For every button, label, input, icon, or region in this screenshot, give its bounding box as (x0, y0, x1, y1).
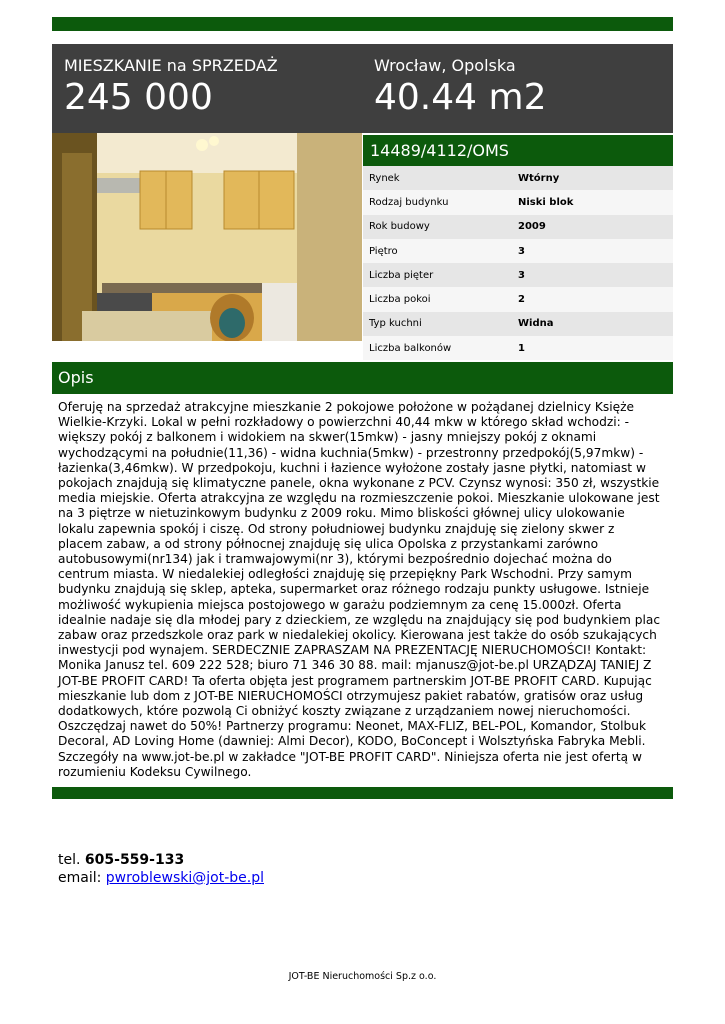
listing-reference: 14489/4112/OMS (363, 135, 673, 166)
detail-row (363, 312, 673, 336)
header-left (64, 56, 278, 120)
email-link[interactable]: pwroblewski@jot-be.pl (105, 870, 264, 886)
area: 40.44 m2 (374, 77, 547, 118)
detail-value: 2009 (518, 221, 546, 233)
detail-label: Rynek (369, 172, 400, 184)
header-right (374, 56, 546, 120)
detail-label: Liczba balkonów (369, 342, 452, 354)
detail-value: Widna (518, 318, 554, 330)
email-line (58, 869, 264, 887)
top-accent-bar (52, 17, 673, 31)
detail-row (363, 190, 673, 214)
detail-label: Typ kuchni (369, 318, 422, 330)
detail-value: Niski blok (518, 196, 574, 208)
phone-label: tel. (58, 852, 81, 868)
detail-value: 1 (518, 342, 525, 354)
detail-value: 3 (518, 269, 525, 281)
detail-row (363, 215, 673, 239)
contact-block (58, 851, 264, 887)
detail-value: Wtórny (518, 172, 560, 184)
detail-row (363, 263, 673, 287)
footer-company: JOT-BE Nieruchomości Sp.z o.o. (288, 971, 437, 982)
description-text: Oferuję na sprzedaż atrakcyjne mieszkanie 2 pokojowe położone w pożądanej dzielnicy Księże Wielkie-Krzyki. Lokal w pełni rozkładowy o powierzchni 40,44 mkw w którego skład wchodzi: - większy pokój z balkonem i widokiem na skwer(15mkw) - jasny mniejszy pokój z oknami wychodzącymi na południe(11,36) - widna kuchnia(5mkw) - przestronny przedpokój(5,97mkw) - łazienka(3,46mkw). W przedpokoju, kuchni i łazience wyłożone zostały jasne płytki, natomiast w pokojach znajdują się klimatyczne panele, okna wykonane z PCV. Czynsz wynosi: 350 zł, wszystkie media miejskie. Oferta atrakcyjna ze względu na rozmieszczenie pokoi. Mieszkanie ulokowane jest na 3 piętrze w nietuzinkowym budynku z 2009 roku. Mimo bliskości głównej ulicy ulokowanie lokalu zapewnia spokój i ciszę. Od strony południowej budynku znajduję się zielony skwer z placem zabaw, a od strony północnej znajduję się ulica Opolska z przystankami zarówno autobusowymi(nr134) jak i tramwajowymi(nr 3), którymi bezpośrednio dojechać można do centrum miasta. W niedalekiej odległości znajduję się przepiękny Park Wschodni. Przy samym budynku znajdują się sklep, apteka, supermarket oraz różnego rodzaju punkty usługowe. Istnieje możliwość wykupienia miejsca postojowego w garażu podziemnym za cenę 15.000zł. Oferta idealnie nadaje się dla młodej pary z dzieckiem, ze względu na znajdujący się pod budynkiem plac zabaw oraz przedszkole oraz park w niedalekiej okolicy. Kierowana jest także do osób szukających inwestycji pod wynajem. SERDECZNIE ZAPRASZAM NA PREZENTACJĘ NIERUCHOMOŚCI! Kontakt: Monika Janusz tel. 609 222 528; biuro 71 346 30 88. mail: mjanusz@jot-be.pl URZĄDZAJ TANIEJ Z JOT-BE PROFIT CARD! Ta oferta objęta jest programem partnerskim JOT-BE PROFIT CARD. Kupując mieszkanie lub dom z JOT-BE NIERUCHOMOŚCI otrzymujesz pakiet rabatów, gratisów oraz usług dodatkowych, które pozwolą Ci obniżyć koszty związane z urządzaniem nowej nieruchomości. Oszczędzaj nawet do 50%! Partnerzy programu: Neonet, MAX-FLIZ, BEL-POL, Komandor, Stolbuk Decoral, AD Loving Home (dawniej: Almi Decor), KODO, BoConcept i Wolsztyńska Fabryka Mebli. Szczegóły na www.jot-be.pl w zakładce "JOT-BE PROFIT CARD". Niniejsza oferta nie jest ofertą w rozumieniu Kodeksu Cywilnego. (58, 400, 661, 779)
detail-label: Piętro (369, 245, 398, 257)
price: 245 000 (64, 77, 213, 118)
detail-row (363, 166, 673, 190)
detail-label: Liczba pokoi (369, 294, 431, 306)
detail-label: Rok budowy (369, 221, 430, 233)
kitchen-photo (52, 133, 362, 341)
details-table (363, 166, 673, 360)
detail-row (363, 336, 673, 360)
email-label: email: (58, 870, 102, 886)
detail-value: 3 (518, 245, 525, 257)
detail-label: Liczba pięter (369, 269, 434, 281)
phone-line (58, 851, 264, 869)
bottom-accent-bar (52, 787, 673, 799)
detail-row (363, 239, 673, 263)
description-heading: Opis (52, 362, 673, 394)
property-type: MIESZKANIE na SPRZEDAŻ (64, 56, 278, 75)
detail-row (363, 287, 673, 311)
location: Wrocław, Opolska (374, 56, 516, 75)
listing-header (52, 44, 673, 133)
detail-value: 2 (518, 294, 525, 306)
detail-label: Rodzaj budynku (369, 196, 449, 208)
phone-number: 605-559-133 (84, 852, 185, 868)
